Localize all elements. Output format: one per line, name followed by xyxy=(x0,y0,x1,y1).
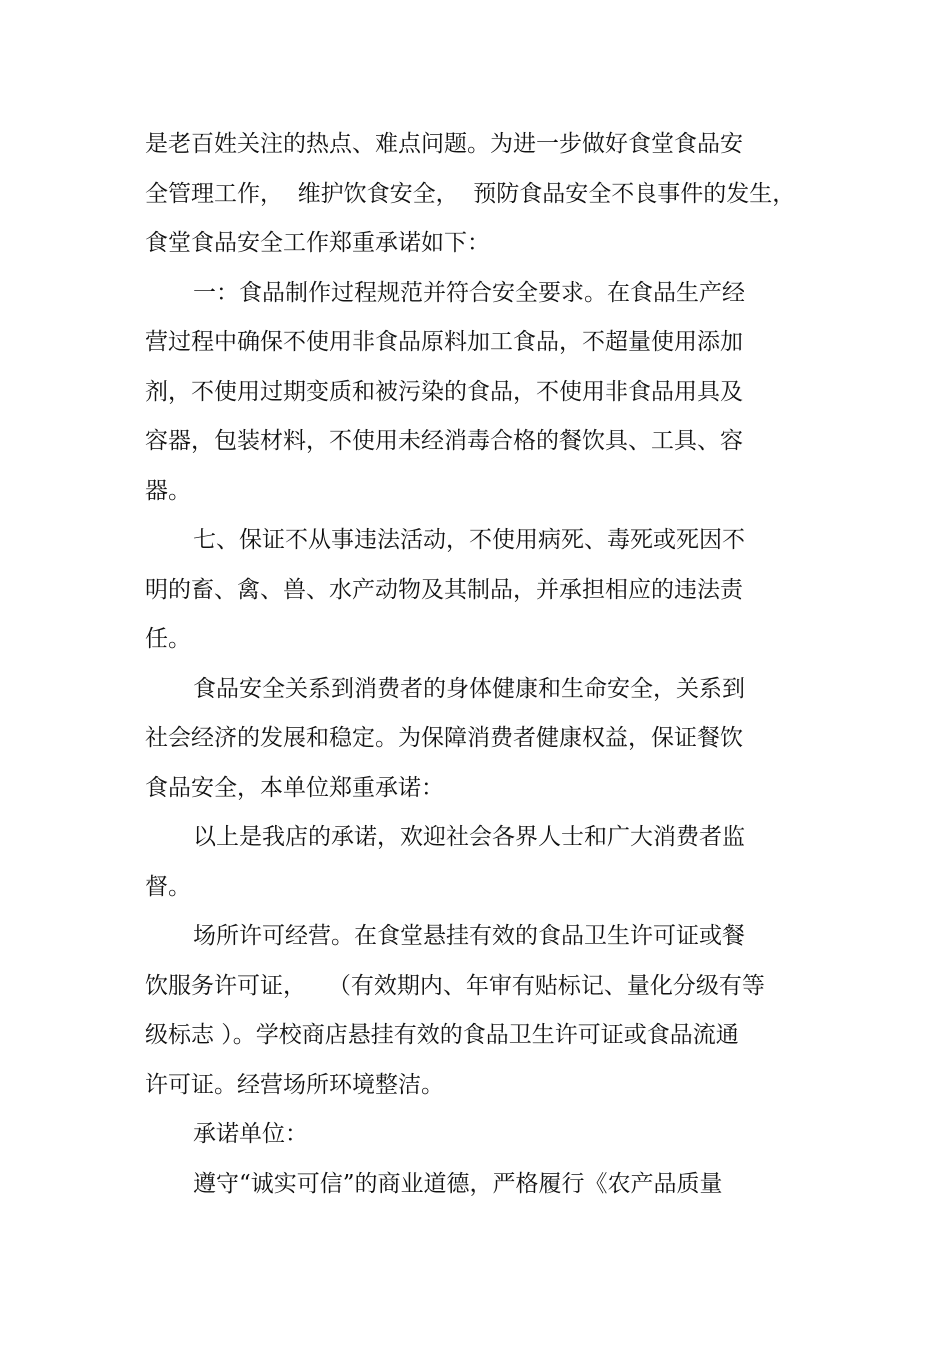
text-line: 明的畜、禽、兽、水产动物及其制品，并承担相应的违法责 xyxy=(145,576,743,603)
text-line: 级标志 ）。学校商店悬挂有效的食品卫生许可证或食品流通 xyxy=(145,1022,739,1048)
text-line: 剂，不使用过期变质和被污染的食品，不使用非食品用具及 xyxy=(145,378,743,405)
text-line: 饮服务许可证， （有效期内、年审有贴标记、量化分级有等 xyxy=(145,972,765,999)
text-line: 许可证。经营场所环境整洁。 xyxy=(145,1071,444,1098)
document-body xyxy=(145,120,796,1209)
text-line: 器。 xyxy=(145,477,191,504)
text-line: 食堂食品安全工作郑重承诺如下： xyxy=(145,230,490,256)
text-line: 任。 xyxy=(145,626,191,652)
text-line: 全管理工作， 维护饮食安全， 预防食品安全不良事件的发生， xyxy=(145,180,796,207)
text-line: 营过程中确保不使用非食品原料加工食品，不超量使用添加 xyxy=(145,329,743,355)
text-line: 遵守“诚实可信”的商业道德，严格履行《农产品质量 xyxy=(193,1170,723,1197)
text-line: 容器，包装材料，不使用未经消毒合格的餐饮具、工具、容 xyxy=(145,428,743,454)
text-line: 食品安全，本单位郑重承诺： xyxy=(145,774,444,801)
text-line: 一：食品制作过程规范并符合安全要求。在食品生产经 xyxy=(193,279,745,306)
text-line: 场所许可经营。在食堂悬挂有效的食品卫生许可证或餐 xyxy=(193,923,745,949)
text-line: 是老百姓关注的热点、难点问题。为进一步做好食堂食品安 xyxy=(145,131,743,157)
text-line: 七、保证不从事违法活动，不使用病死、毒死或死因不 xyxy=(193,527,745,553)
text-line: 督。 xyxy=(145,873,191,900)
text-line: 以上是我店的承诺，欢迎社会各界人士和广大消费者监 xyxy=(193,824,745,850)
text-line: 承诺单位： xyxy=(193,1121,308,1147)
text-line: 食品安全关系到消费者的身体健康和生命安全，关系到 xyxy=(193,675,745,702)
text-line: 社会经济的发展和稳定。为保障消费者健康权益，保证餐饮 xyxy=(145,725,743,751)
